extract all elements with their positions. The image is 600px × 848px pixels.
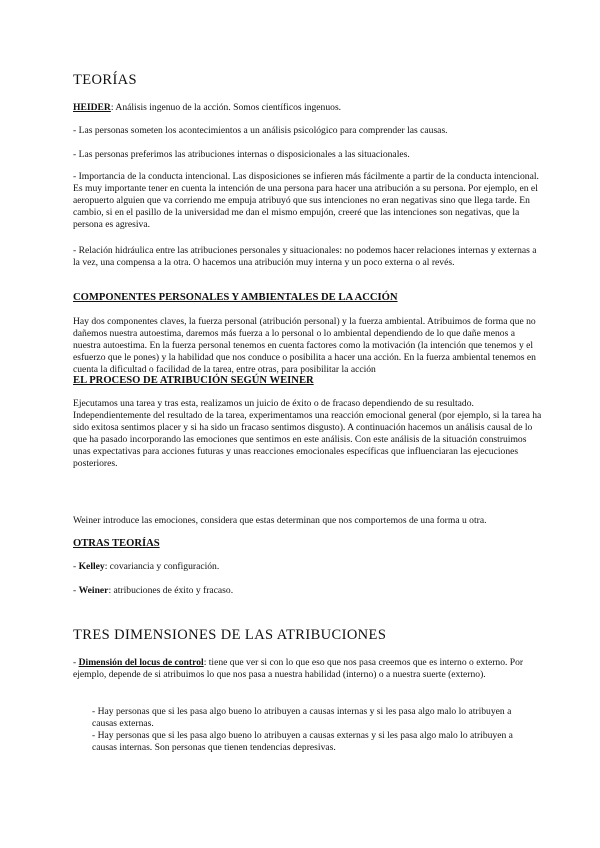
kelley-text: : covariancia y configuración. [104, 561, 220, 572]
weiner-text: : atribuciones de éxito y fracaso. [108, 585, 234, 596]
otras-kelley [73, 561, 543, 573]
kelley-dash: - [73, 561, 79, 572]
componentes-paragraph: Hay dos componentes claves, la fuerza personal (atribución personal) y la fuerza ambiental. Atribuimos de forma que no dañemos nuestra autoestima, daremos más fuerza a lo personal o lo ambiental dependiendo de lo que dañe menos a nuestra autoestima. En la fuerza personal tenemos en cuenta factores como la motivación (la intención que tenemos y el esfuerzo que le pones) y la habilidad que nos conduce o posibilita a hacer una acción. En la fuerza ambiental tenemos en cuenta la dificultad o facilidad de la tarea, entre otras, para posibilitar la acción [73, 316, 536, 375]
heider-point-4: - Relación hidráulica entre las atribuciones personales y situacionales: no podemos hacer relaciones internas y externas a la vez, una compensa a la otra. O hacemos una atribución muy interna y un poco externa o al revés. [73, 245, 537, 268]
section-heading-weiner: EL PROCESO DE ATRIBUCIÓN SEGÚN WEINER [73, 375, 314, 386]
weiner-label: Weiner [78, 585, 109, 596]
locus-dash: - [73, 657, 79, 668]
heider-point-1: - Las personas someten los acontecimientos a un análisis psicológico para comprender las causas. [73, 125, 448, 136]
section-heading-componentes: COMPONENTES PERSONALES Y AMBIENTALES DE LA ACCIÓN [73, 292, 398, 303]
locus-paragraph [73, 657, 543, 681]
heider-point-2: - Las personas preferimos las atribuciones internas o disposicionales a las situacionales. [73, 149, 410, 160]
section-title-tres-dimensiones: TRES DIMENSIONES DE LAS ATRIBUCIONES [73, 627, 387, 643]
weiner-paragraph-2: Weiner introduce las emociones, considera que estas determinan que nos comportemos de una forma u otra. [73, 515, 487, 526]
locus-list-item: - Hay personas que si les pasa algo bueno lo atribuyen a causas internas y si les pasa algo malo lo atribuyen a causas externas. [92, 706, 512, 729]
otras-weiner [73, 585, 543, 597]
page-title: TEORÍAS [73, 72, 138, 88]
weiner-dash: - [73, 585, 79, 596]
heider-intro [73, 102, 543, 114]
weiner-paragraph-1: Ejecutamos una tarea y tras esta, realizamos un juicio de éxito o de fracaso dependiendo de su resultado. Independientemente del resultado de la tarea, experimentamos una reacción emocional general (por ejemplo, si la tarea ha sido exitosa sentimos placer y si ha sido un fracaso sentimos disgusto). A continuación hacemos un análisis causal de lo que ha pasado incorporando las emociones que sentimos en este análisis. Con este análisis de la situación construimos unas expectativas para acciones futuras y unas reacciones emocionales específicas que influenciaran las ejecuciones posteriores. [73, 398, 542, 469]
heider-point-3: - Importancia de la conducta intencional. Las disposiciones se infieren más fácilmente a partir de la conducta intencional. Es muy importante tener en cuenta la intención de una persona para hacer una atribución a su persona. Por ejemplo, en el aeropuerto alguien que va corriendo me empuja atribuyó que sus intenciones no eran negativas sino que llega tarde. En cambio, si en el pasillo de la universidad me dan el mismo empujón, creeré que las intenciones son negativas, que la persona es agresiva. [73, 171, 539, 230]
locus-label: Dimensión del locus de control [78, 657, 204, 668]
heider-label: HEIDER [73, 102, 111, 113]
locus-list-item: - Hay personas que si les pasa algo bueno lo atribuyen a causas externas y si les pasa algo malo lo atribuyen a causas internas. Son personas que tienen tendencias depresivas. [92, 730, 513, 753]
kelley-label: Kelley [78, 561, 105, 572]
section-heading-otras: OTRAS TEORÍAS [73, 538, 160, 549]
locus-text: : tiene que ver si con lo que eso que nos pasa creemos que es interno o externo. Por ejemplo, depende de si atribuimos lo que nos pasa a nuestra habilidad (interno) o a nuestra suerte (externo). [73, 657, 524, 680]
heider-intro-text: : Análisis ingenuo de la acción. Somos científicos ingenuos. [110, 102, 342, 113]
